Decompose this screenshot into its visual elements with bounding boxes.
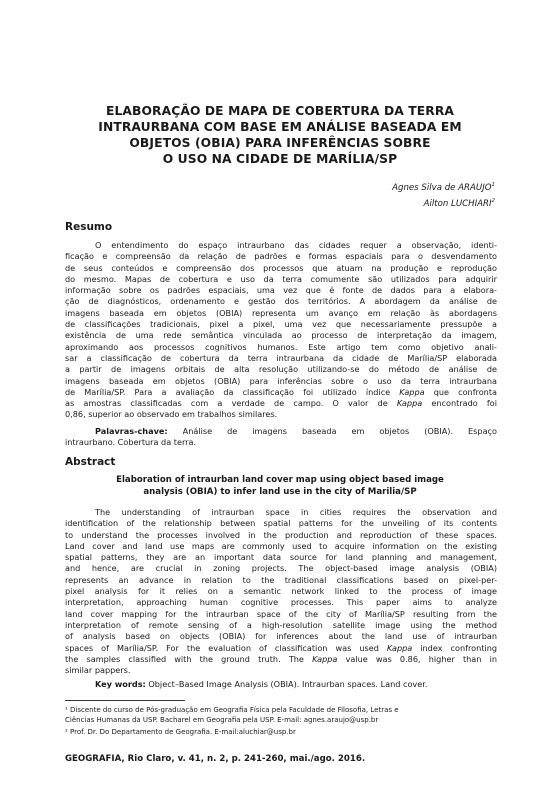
- text-line: [65, 398, 497, 409]
- text-line: spatial patterns, they are an important data source for land planning and management,: [65, 552, 497, 563]
- text-line: The understanding of intraurban space in cities requires the observation and: [95, 507, 497, 517]
- text-line: of analysis based on objects (OBIA) for inferences about the land use of intraurban: [65, 631, 497, 642]
- text-segment: spaces of Marília/SP. For the evaluation of classification was used: [65, 642, 387, 653]
- text-line: ficação e compreensão da relação de padrões e formas espaciais para o desvendamento: [65, 251, 497, 262]
- footnote-line: ² Prof. Dr. Do Departamento de Geografia. E-mail:aluchiar@usp.br: [65, 728, 296, 736]
- text-line: imagens baseada em objetos (OBIA) para inferências sobre o uso da terra intraurbana: [65, 375, 497, 386]
- text-line: de classificações tradicionais, pixel a pixel, uma vez que necessariamente pressupõe a: [65, 319, 497, 330]
- abstract-body: [65, 507, 497, 676]
- title-line: ELABORAÇÃO DE MAPA DE COBERTURA DA TERRA: [105, 104, 455, 118]
- text-line: [65, 426, 497, 437]
- text-line: do mesmo. Mapas de cobertura e uso da terra comumente são utilizados para adquirir: [65, 273, 497, 284]
- resumo-keywords: [65, 426, 497, 449]
- text-line: represents an advance in relation to the traditional classifications based on pixel-per-: [65, 574, 497, 585]
- resumo-body: [65, 240, 497, 421]
- text-line: interpretation, approaching human cognitive processes. This paper aims to analyze: [65, 597, 497, 608]
- text-line: 0,86, superior ao observado em trabalhos similares.: [65, 409, 278, 420]
- text-line: O entendimento do espaço intraurbano das cidades requer a observação, identi-: [95, 240, 497, 250]
- article-title: [63, 103, 497, 167]
- kappa-term: Kappa: [312, 653, 338, 664]
- title-line: INTRAURBANA COM BASE EM ANÁLISE BASEADA EM: [98, 120, 462, 134]
- text-line: [65, 387, 497, 398]
- text-line: Land cover and land use maps are commonly used to acquire information on the existing: [65, 540, 497, 551]
- text-line: intraurbano. Cobertura da terra.: [65, 437, 197, 448]
- text-line: existência de uma rede semântica vinculada ao processo de interpretação da imagem,: [65, 330, 497, 341]
- text-line: interpretation of remote sensing of a high-resolution satellite image using the method: [65, 619, 497, 630]
- text-line: informação sobre os padrões espaciais, uma vez que é fonte de dados para a elabora-: [65, 285, 497, 296]
- footnote-divider: [65, 700, 185, 701]
- text-line: [65, 643, 497, 654]
- author-1: [392, 182, 495, 193]
- text-line: de seus conteúdos e compreensão dos processos que atuam na produção e reprodução: [65, 262, 497, 273]
- text-segment: value was 0.86, higher than in: [337, 653, 497, 664]
- kappa-term: Kappa: [386, 642, 413, 653]
- title-line: O USO NA CIDADE DE MARÍLIA/SP: [162, 152, 398, 166]
- author-2: [424, 198, 495, 209]
- footnote-mark: 2: [491, 198, 495, 204]
- text-line: [65, 679, 497, 690]
- abstract-english-title: [63, 474, 497, 498]
- footnote-mark: 1: [491, 182, 495, 188]
- text-segment: the samples classified with the ground truth. The: [65, 653, 313, 664]
- text-line: ção de diagnósticos, ordenamento e gestão dos territórios. A abordagem da análise de: [65, 296, 497, 307]
- footnote-1: [65, 706, 497, 725]
- title-line: OBJETOS (OBIA) PARA INFERÊNCIAS SOBRE: [129, 136, 431, 150]
- journal-citation: GEOGRAFIA, Rio Claro, v. 41, n. 2, p. 241-260, mai./ago. 2016.: [65, 754, 366, 764]
- text-segment: de Marília/SP. Para a avaliação da classificação foi utilizado índice: [65, 386, 400, 397]
- text-line: identification of the relationship between spatial patterns for the unveiling of its contents: [65, 518, 497, 529]
- text-segment: index confronting: [412, 642, 497, 653]
- footnote-line: ¹ Discente do curso de Pós-graduação em Geografia Física pela Faculdade de Filosofia, Letras e: [65, 706, 399, 714]
- subtitle-line: analysis (OBIA) to infer land use in the city of Marilia/SP: [143, 487, 417, 497]
- text-segment: encontrado foi: [422, 398, 497, 409]
- text-line: imagens baseada em objetos (OBIA) representa um avanço em relação às abordagens: [65, 307, 497, 318]
- author-name: Agnes Silva de ARAUJO: [392, 182, 492, 193]
- text-line: sar a classificação de cobertura da terra intraurbana da cidade de Marília/SP elaborada: [65, 352, 497, 363]
- footnote-2: [65, 728, 497, 738]
- footnote-line: Ciências Humanas da USP. Bacharel em Geografia pela USP. E-mail: agnes.araujo@usp.br: [65, 715, 379, 724]
- text-line: aproximando aos processos cognitivos humanos. Este artigo tem como objetivo anali-: [65, 341, 497, 352]
- keywords-text: Object–Based Image Analysis (OBIA). Intraurban spaces. Land cover.: [145, 679, 428, 689]
- text-line: a partir de imagens orbitais de alta resolução utilizando-se do método de análise de: [65, 364, 497, 375]
- keywords-label: Key words:: [95, 679, 146, 689]
- text-line: similar pappers.: [65, 665, 131, 676]
- resumo-heading: Resumo: [65, 221, 113, 233]
- keywords-label: Palavras-chave:: [95, 426, 168, 436]
- text-line: land cover mapping for the intraurban space of the city of Marília/SP resulting from the: [65, 608, 497, 619]
- text-line: to understand the processes involved in the production and reproduction of these spaces.: [65, 529, 497, 540]
- kappa-term: Kappa: [396, 398, 423, 409]
- author-name: Ailton LUCHIARI: [423, 198, 492, 209]
- kappa-term: Kappa: [399, 386, 425, 397]
- abstract-keywords: [65, 679, 497, 690]
- text-segment: que confronta: [424, 386, 497, 397]
- abstract-heading: Abstract: [65, 456, 116, 468]
- keywords-text: Análise de imagens baseada em objetos (OBIA). Espaço: [167, 426, 497, 436]
- subtitle-line: Elaboration of intraurban land cover map using object based image: [116, 475, 444, 485]
- text-line: and hence, are crucial in zoning projects. The object-based image analysis (OBIA): [65, 563, 497, 574]
- text-line: [65, 654, 497, 665]
- text-segment: as amostras classificadas com a verdade de campo. O valor de: [65, 398, 397, 409]
- text-line: pixel analysis for it relies on a semantic network linked to the process of image: [65, 586, 497, 597]
